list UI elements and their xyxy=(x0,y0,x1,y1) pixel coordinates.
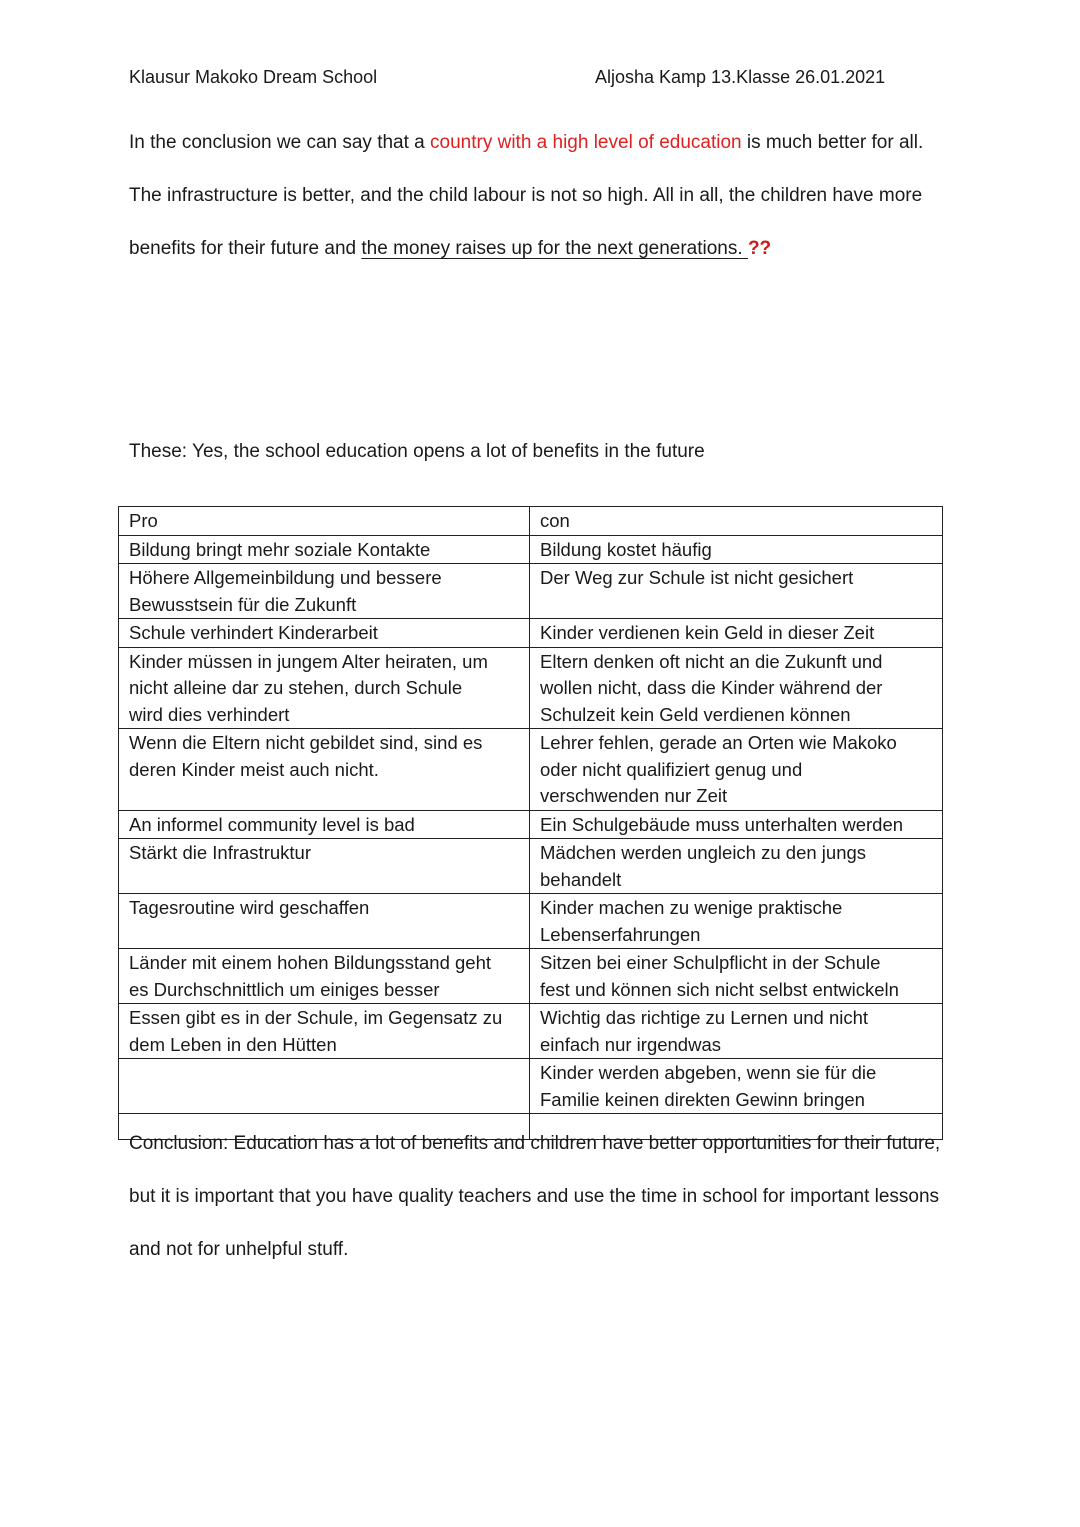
con-cell: Eltern denken oft nicht an die Zukunft und wollen nicht, dass die Kinder während der Schulzeit kein Geld verdienen können xyxy=(530,647,943,729)
con-cell: Wichtig das richtige zu Lernen und nicht einfach nur irgendwas xyxy=(530,1004,943,1059)
intro-text-middle: is much better for all. The infrastructure is better, and the child labour is not so high. All in all, the children have more benefits for their future and xyxy=(129,132,924,259)
table-row xyxy=(119,1004,943,1059)
table-row xyxy=(119,619,943,648)
header-course-title: Klausur Makoko Dream School xyxy=(129,67,378,87)
con-cell: Der Weg zur Schule ist nicht gesichert xyxy=(530,564,943,619)
table-row xyxy=(119,729,943,811)
pro-cell: Schule verhindert Kinderarbeit xyxy=(119,619,530,648)
intro-underlined: the money raises up for the next generations. xyxy=(361,238,748,259)
pro-cell: An informel community level is bad xyxy=(119,810,530,839)
pro-cell: Essen gibt es in der Schule, im Gegensatz zu dem Leben in den Hütten xyxy=(119,1004,530,1059)
conclusion-paragraph: Conclusion: Education has a lot of benefits and children have better opportunities for their future, but it is important that you have quality teachers and use the time in school for important lessons and not for unhelpful stuff. xyxy=(129,1133,941,1260)
header-pro: Pro xyxy=(119,507,530,536)
table-header-row xyxy=(119,507,943,536)
header-author-info: Aljosha Kamp 13.Klasse 26.01.2021 xyxy=(595,67,886,87)
table-row xyxy=(119,1059,943,1114)
pro-cell: Kinder müssen in jungem Alter heiraten, um nicht alleine dar zu stehen, durch Schule wird dies verhindert xyxy=(119,647,530,729)
con-cell: Sitzen bei einer Schulpflicht in der Schule fest und können sich nicht selbst entwickeln xyxy=(530,949,943,1004)
intro-highlight: country with a high level of education xyxy=(430,132,742,153)
table-row xyxy=(119,839,943,894)
pro-cell: Stärkt die Infrastruktur xyxy=(119,839,530,894)
pro-cell: Bildung bringt mehr soziale Kontakte xyxy=(119,535,530,564)
table-row xyxy=(119,564,943,619)
intro-text-start: In the conclusion we can say that a xyxy=(129,132,431,153)
pro-cell: Wenn die Eltern nicht gebildet sind, sind es deren Kinder meist auch nicht. xyxy=(119,729,530,811)
pro-cell: Tagesroutine wird geschaffen xyxy=(119,894,530,949)
table-row xyxy=(119,647,943,729)
con-cell: Mädchen werden ungleich zu den jungs behandelt xyxy=(530,839,943,894)
con-cell: Kinder machen zu wenige praktische Lebenserfahrungen xyxy=(530,894,943,949)
pro-cell: Höhere Allgemeinbildung und bessere Bewusstsein für die Zukunft xyxy=(119,564,530,619)
con-cell: Kinder verdienen kein Geld in dieser Zeit xyxy=(530,619,943,648)
pro-cell xyxy=(119,1059,530,1114)
pro-cell: Länder mit einem hohen Bildungsstand geht es Durchschnittlich um einiges besser xyxy=(119,949,530,1004)
header-con: con xyxy=(530,507,943,536)
thesis-statement: These: Yes, the school education opens a lot of benefits in the future xyxy=(129,441,705,462)
pro-con-table xyxy=(118,506,943,1140)
question-marks: ?? xyxy=(747,238,772,259)
intro-paragraph xyxy=(129,116,959,275)
con-cell: Kinder werden abgeben, wenn sie für die Familie keinen direkten Gewinn bringen xyxy=(530,1059,943,1114)
table-row xyxy=(119,949,943,1004)
table-row xyxy=(119,894,943,949)
con-cell: Ein Schulgebäude muss unterhalten werden xyxy=(530,810,943,839)
table-row xyxy=(119,535,943,564)
con-cell: Bildung kostet häufig xyxy=(530,535,943,564)
con-cell: Lehrer fehlen, gerade an Orten wie Makoko oder nicht qualifiziert genug und verschwenden nur Zeit xyxy=(530,729,943,811)
table-row xyxy=(119,810,943,839)
